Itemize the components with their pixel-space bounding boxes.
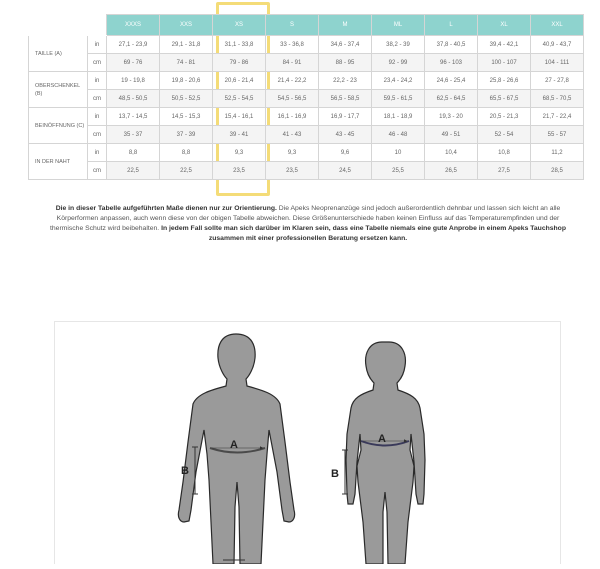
size-chart-table	[28, 14, 584, 180]
size-header-xxs: XXS	[160, 15, 213, 36]
table-cell: 52,5 - 54,5	[213, 90, 266, 108]
table-cell: 25,5	[372, 162, 425, 180]
table-cell: 27 - 27,8	[531, 72, 584, 90]
table-cell: 59,5 - 61,5	[372, 90, 425, 108]
table-cell: 54,5 - 56,5	[266, 90, 319, 108]
table-cell: 26,5	[425, 162, 478, 180]
table-row	[29, 90, 584, 108]
table-cell: 24,5	[319, 162, 372, 180]
table-row	[29, 72, 584, 90]
table-cell: 29,1 - 31,8	[160, 36, 213, 54]
size-header-ml: ML	[372, 15, 425, 36]
table-cell: 46 - 48	[372, 126, 425, 144]
table-cell: 22,2 - 23	[319, 72, 372, 90]
table-cell: 10,4	[425, 144, 478, 162]
size-header-xs: XS	[213, 15, 266, 36]
disclaimer-normal-1: Die Apeks Neoprenanzüge sind jedoch außerordentlich dehnbar und lassen sich leicht an alle Körperformen anpassen, auch wenn diese von der obigen Tabelle abweichen. Diese Größenunterschiede haben keinen Einfluss auf das Temperaturempfinden und der thermische Schutz wird beibehalten.	[50, 205, 561, 232]
disclaimer-text	[48, 204, 568, 244]
table-cell: 19,3 - 20	[425, 108, 478, 126]
disclaimer-bold-2: In jedem Fall sollte man sich darüber im Klaren sein, dass eine Tabelle niemals eine gute Anprobe in einem Apeks Tauchshop zusammen mit einer professionellen Beratung ersetzen kann.	[161, 225, 566, 242]
table-cell: 27,1 - 23,9	[107, 36, 160, 54]
table-cell: 20,6 - 21,4	[213, 72, 266, 90]
size-header-xl: XL	[478, 15, 531, 36]
table-cell: 100 - 107	[478, 54, 531, 72]
female-silhouette	[346, 342, 425, 564]
table-row	[29, 54, 584, 72]
table-cell: 88 - 95	[319, 54, 372, 72]
table-cell: 9,3	[266, 144, 319, 162]
size-header-row	[29, 15, 584, 36]
table-cell: 55 - 57	[531, 126, 584, 144]
table-row	[29, 144, 584, 162]
table-cell: 23,5	[266, 162, 319, 180]
measure-label: OBERSCHENKEL (B)	[29, 72, 88, 108]
table-cell: 37,8 - 40,5	[425, 36, 478, 54]
unit-cell: in	[88, 72, 107, 90]
table-cell: 27,5	[478, 162, 531, 180]
table-cell: 104 - 111	[531, 54, 584, 72]
unit-cell: cm	[88, 90, 107, 108]
table-cell: 10	[372, 144, 425, 162]
table-cell: 62,5 - 64,5	[425, 90, 478, 108]
table-cell: 48,5 - 50,5	[107, 90, 160, 108]
table-cell: 22,5	[107, 162, 160, 180]
table-cell: 68,5 - 70,5	[531, 90, 584, 108]
table-cell: 13,7 - 14,5	[107, 108, 160, 126]
table-cell: 23,4 - 24,2	[372, 72, 425, 90]
table-cell: 23,5	[213, 162, 266, 180]
table-cell: 14,5 - 15,3	[160, 108, 213, 126]
table-cell: 74 - 81	[160, 54, 213, 72]
table-cell: 15,4 - 16,1	[213, 108, 266, 126]
unit-cell: cm	[88, 126, 107, 144]
table-cell: 96 - 103	[425, 54, 478, 72]
table-cell: 19 - 19,8	[107, 72, 160, 90]
table-cell: 37 - 39	[160, 126, 213, 144]
table-cell: 92 - 99	[372, 54, 425, 72]
table-row	[29, 36, 584, 54]
size-header-l: L	[425, 15, 478, 36]
table-cell: 20,5 - 21,3	[478, 108, 531, 126]
table-cell: 52 - 54	[478, 126, 531, 144]
table-cell: 22,5	[160, 162, 213, 180]
header-blank-cell	[29, 15, 107, 36]
measure-label: TAILLE (A)	[29, 36, 88, 72]
size-header-xxl: XXL	[531, 15, 584, 36]
size-header-xxxs: XXXS	[107, 15, 160, 36]
female-body-figure	[346, 342, 425, 564]
size-header-s: S	[266, 15, 319, 36]
size-header-m: M	[319, 15, 372, 36]
male-label-b: B	[181, 465, 189, 477]
female-label-a: A	[378, 433, 386, 445]
table-cell: 10,8	[478, 144, 531, 162]
table-cell: 28,5	[531, 162, 584, 180]
table-cell: 9,6	[319, 144, 372, 162]
unit-cell: in	[88, 36, 107, 54]
table-cell: 43 - 45	[319, 126, 372, 144]
male-label-a: A	[230, 439, 238, 451]
table-cell: 16,9 - 17,7	[319, 108, 372, 126]
unit-cell: cm	[88, 162, 107, 180]
table-row	[29, 162, 584, 180]
table-cell: 25,8 - 26,6	[478, 72, 531, 90]
table-cell: 9,3	[213, 144, 266, 162]
table-cell: 8,8	[160, 144, 213, 162]
table-cell: 31,1 - 33,8	[213, 36, 266, 54]
table-cell: 19,8 - 20,6	[160, 72, 213, 90]
measure-label: BEINÖFFNUNG (C)	[29, 108, 88, 144]
table-cell: 39,4 - 42,1	[478, 36, 531, 54]
table-cell: 33 - 36,8	[266, 36, 319, 54]
table-cell: 24,6 - 25,4	[425, 72, 478, 90]
table-cell: 40,9 - 43,7	[531, 36, 584, 54]
table-cell: 11,2	[531, 144, 584, 162]
table-cell: 84 - 91	[266, 54, 319, 72]
table-row	[29, 108, 584, 126]
table-cell: 38,2 - 39	[372, 36, 425, 54]
table-cell: 39 - 41	[213, 126, 266, 144]
female-label-b: B	[331, 468, 339, 480]
table-cell: 56,5 - 58,5	[319, 90, 372, 108]
unit-cell: cm	[88, 54, 107, 72]
table-cell: 8,8	[107, 144, 160, 162]
table-cell: 34,6 - 37,4	[319, 36, 372, 54]
table-cell: 18,1 - 18,9	[372, 108, 425, 126]
measure-label: IN DER NAHT	[29, 144, 88, 180]
table-cell: 79 - 86	[213, 54, 266, 72]
table-cell: 50,5 - 52,5	[160, 90, 213, 108]
table-cell: 21,7 - 22,4	[531, 108, 584, 126]
unit-cell: in	[88, 144, 107, 162]
table-cell: 41 - 43	[266, 126, 319, 144]
table-row	[29, 126, 584, 144]
table-cell: 49 - 51	[425, 126, 478, 144]
table-cell: 65,5 - 67,5	[478, 90, 531, 108]
table-cell: 21,4 - 22,2	[266, 72, 319, 90]
measurement-figure-panel	[54, 321, 561, 564]
size-chart-body	[29, 36, 584, 180]
body-measurement-diagram	[55, 322, 560, 564]
unit-cell: in	[88, 108, 107, 126]
disclaimer-bold-1: Die in dieser Tabelle aufgeführten Maße dienen nur zur Orientierung.	[55, 205, 277, 212]
table-cell: 69 - 76	[107, 54, 160, 72]
table-cell: 35 - 37	[107, 126, 160, 144]
table-cell: 16,1 - 16,9	[266, 108, 319, 126]
